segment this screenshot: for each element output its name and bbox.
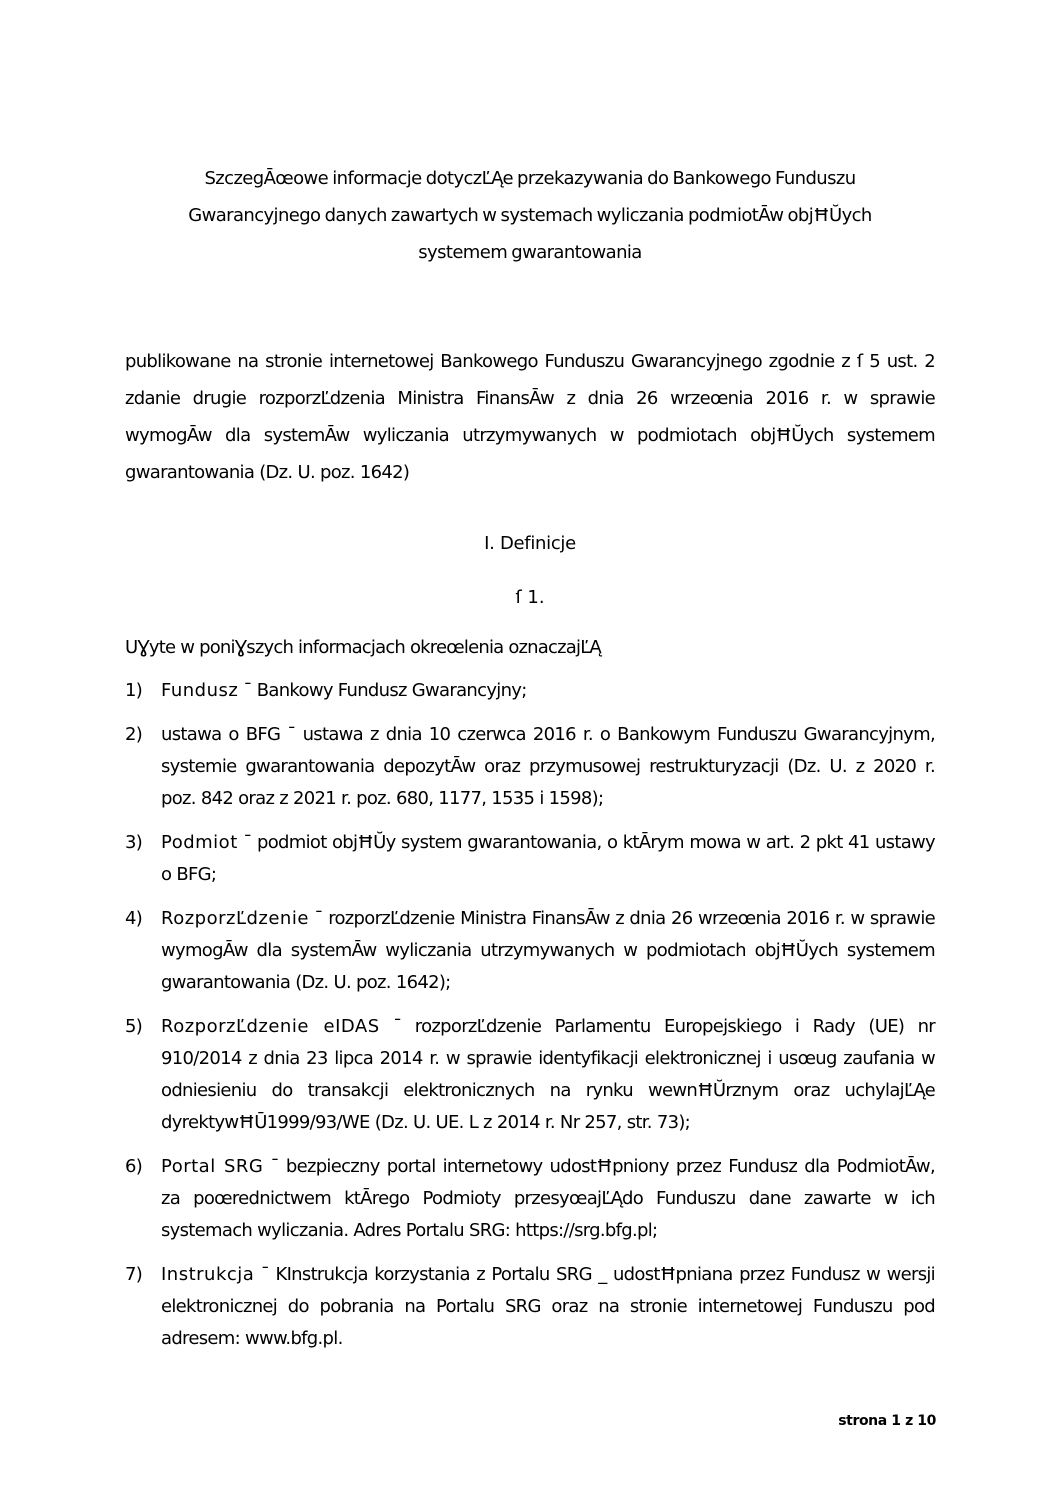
definition-item — [125, 827, 935, 891]
definition-body: Bankowy Fundusz Gwarancyjny; — [256, 680, 527, 701]
definition-number: 1) — [125, 680, 143, 701]
definition-dash: ˉ — [243, 832, 252, 853]
definition-body: rozporzĽdzenie Ministra FinansĀw z dnia 26 wrzeœnia 2016 r. w sprawie wymogĀw dla systemĀw wyliczania utrzymywanych w podmiotach objĦŬych systemem gwarantowania (Dz. U. poz. 1642); — [161, 908, 935, 993]
definition-number: 4) — [125, 908, 143, 929]
page-number: strona 1 z 10 — [838, 1413, 936, 1429]
definition-number: 2) — [125, 724, 143, 745]
definition-dash: ˉ — [314, 908, 323, 929]
definition-text — [161, 1259, 935, 1355]
definition-term: Portal SRG — [161, 1156, 264, 1177]
definition-dash: ˉ — [243, 680, 252, 701]
definition-term: RozporzĽdzenie — [161, 908, 309, 929]
definitions-lead: UƔyte w poniƔszych informacjach okreœlenia oznaczajĽĄ — [125, 637, 601, 658]
definition-dash: ˉ — [393, 1016, 402, 1037]
definition-term: Fundusz — [161, 680, 239, 701]
definition-term: Podmiot — [161, 832, 238, 853]
definition-dash: ˉ — [287, 724, 296, 745]
definition-body: bezpieczny portal internetowy udostĦpniony przez Fundusz dla PodmiotĀw, za poœrednictwem ktĀrego Podmioty przesyœajĽĄdo Funduszu dane zawarte w ich systemach wyliczania. Adres Portalu SRG: https://srg.bfg.pl; — [161, 1156, 935, 1241]
definition-body: ustawa z dnia 10 czerwca 2016 r. o Bankowym Funduszu Gwarancyjnym, systemie gwarantowania depozytĀw oraz przymusowej restrukturyzacji (Dz. U. z 2020 r. poz. 842 oraz z 2021 r. poz. 680, 1177, 1535 i 1598); — [161, 724, 935, 809]
document-title — [125, 160, 935, 271]
definition-term: Instrukcja — [161, 1264, 255, 1285]
definition-item — [125, 1151, 935, 1247]
section-heading: I. Definicje — [484, 533, 576, 554]
definition-item — [125, 903, 935, 999]
definition-text — [161, 1011, 935, 1139]
definition-text — [161, 1151, 935, 1247]
paragraph-mark: ſ 1. — [515, 587, 545, 608]
definition-text — [161, 719, 935, 815]
title-line-1: SzczegĀœowe informacje dotyczĽĄe przekazywania do Bankowego Funduszu — [204, 168, 856, 189]
definition-body: rozporzĽdzenie Parlamentu Europejskiego i Rady (UE) nr 910/2014 z dnia 23 lipca 2014 r. w sprawie identyfikacji elektronicznej i usœug zaufania w odniesieniu do transakcji elektronicznych na rynku wewnĦŬrznym oraz uchylajĽĄe dyrektywĦŪ1999/93/WE (Dz. U. UE. L z 2014 r. Nr 257, str. 73); — [161, 1016, 935, 1133]
intro-paragraph: publikowane na stronie internetowej Bankowego Funduszu Gwarancyjnego zgodnie z ſ 5 ust. 2 zdanie drugie rozporzĽdzenia Ministra FinansĀw z dnia 26 wrzeœnia 2016 r. w sprawie wymogĀw dla systemĀw wyliczania utrzymywanych w podmiotach objĦŬych systemem gwarantowania (Dz. U. poz. 1642) — [125, 351, 935, 483]
definition-item — [125, 675, 935, 707]
definition-term: ustawa o BFG — [161, 724, 281, 745]
definition-number: 6) — [125, 1156, 143, 1177]
definition-item — [125, 1259, 935, 1355]
definition-number: 3) — [125, 832, 143, 853]
definition-item — [125, 1011, 935, 1139]
definition-term: RozporzĽdzenie eIDAS — [161, 1016, 380, 1037]
definition-number: 5) — [125, 1016, 143, 1037]
definition-dash: ˉ — [270, 1156, 279, 1177]
definition-number: 7) — [125, 1264, 143, 1285]
title-line-3: systemem gwarantowania — [418, 242, 642, 263]
definition-dash: ˉ — [260, 1264, 270, 1285]
definition-body: podmiot objĦŬy system gwarantowania, o ktĀrym mowa w art. 2 pkt 41 ustawy o BFG; — [161, 832, 936, 885]
definition-item — [125, 719, 935, 815]
definition-text — [161, 903, 935, 999]
title-line-2: Gwarancyjnego danych zawartych w systemach wyliczania podmiotĀw objĦŬych — [188, 205, 872, 226]
definition-text — [161, 675, 935, 707]
definition-body: KInstrukcja korzystania z Portalu SRG _ udostĦpniana przez Fundusz w wersji elektronicznej do pobrania na Portalu SRG oraz na stronie internetowej Funduszu pod adresem: www.bfg.pl. — [161, 1264, 935, 1349]
definitions-list — [125, 675, 935, 1367]
definition-text — [161, 827, 935, 891]
